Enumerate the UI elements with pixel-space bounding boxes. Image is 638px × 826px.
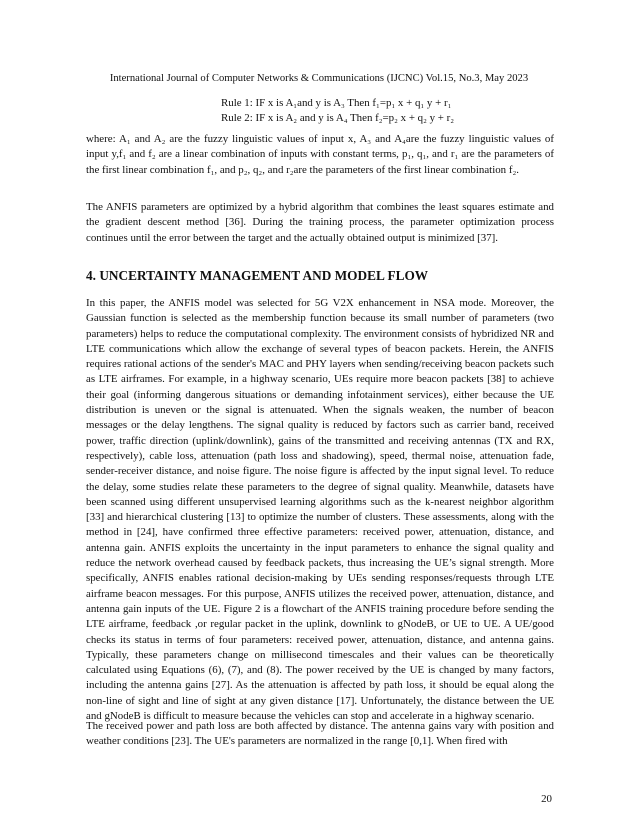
paragraph-main [86, 296, 554, 724]
paragraph-anfis-text: The ANFIS parameters are optimized by a hybrid algorithm that combines the least squares estimate and the gradient descent method [36]. During the training process, the parameter optimization process continues until the error between the target and the actually obtained output is minimized [37]. [86, 201, 554, 244]
section-number: 4. [86, 268, 96, 283]
fuzzy-rules [221, 96, 454, 126]
paragraph-where [86, 132, 554, 178]
rule-2: Rule 2: IF x is A₂ and y is A₄ Then f₂=p₂ x + q₂ y + r₂ [221, 112, 455, 124]
paragraph-anfis-optimization [86, 200, 554, 246]
section-title: UNCERTAINTY MANAGEMENT AND MODEL FLOW [99, 268, 429, 283]
paragraph-last [86, 719, 554, 750]
rule-1: Rule 1: IF x is A₁and y is A₃ Then f₁=p₁ x + q₁ y + r₁ [221, 97, 452, 109]
paragraph-main-text: In this paper, the ANFIS model was selected for 5G V2X enhancement in NSA mode. Moreover, the Gaussian function is selected as the membership function because its small number of parameters (two parameters) helps to reduce the computational complexity. The environment consists of hybridized NR and LTE communications which allow the exchange of several types of beacon packets. Herein, the ANFIS requires rational actions of the sender's MAC and PHY layers when sending/receiving beacon packets such as LTE airframes. For example, in a highway scenario, UEs require more beacon packets [38] to achieve their goal (informing dangerous situations or demanding infotainment services), either because the UE distribution is uneven or the signal is attenuated. When the signals weaken, the number of beacon messages or the delay lengthens. The signal quality is reduced by factors such as carrier band, received power, traffic direction (uplink/downlink), gains of the transmitted and receiving antennas (TX and RX, respectively), cable loss, attenuation (path loss and shadowing), speed, thermal noise, attenuation fade, sender-receiver distance, and noise figure. The noise figure is affected by the input signal level. To reduce the delay, some studies relate these parameters to the degree of signal quality. Meanwhile, datasets have been scanned using different unsupervised learning algorithms such as the k-nearest neighbor algorithm [33] and hierarchical clustering [13] to optimize the number of clusters. These assessments, along with the method in [24], have confirmed three effective parameters: received power, attenuation, distance, and antenna gain. ANFIS exploits the uncertainty in the input parameters to enhance the signal quality and reduce the network overhead caused by feedback packets, thus increasing the UE’s signal strength. More specifically, ANFIS enables rational decision-making by UEs sending responses/requests through LTE airframe beacon messages. For this purpose, ANFIS utilizes the received power, attenuation, distance, and antenna gain inputs of the UE. Figure 2 is a flowchart of the ANFIS training procedure before sending the LTE airframe, feedback ,or regular packet in the uplink, downlink to gNodeB, or UE to UE. A UE/good checks its status in terms of four parameters: received power, attenuation, distance, and antenna gains. Typically, these parameters change on millisecond timescales and their values can be theoretically calculated using Equations (6), (7), and (8). The power received by the UE is changed by many factors, including the antenna gains [27]. As the attenuation is affected by path loss, it should be equal along the non-line of sight and line of sight at any given distance [17]. Unfortunately, the distance between the UE and gNodeB is difficult to measure because the vehicles can stop and accelerate in a highway scenario. [86, 297, 554, 723]
journal-header: International Journal of Computer Networks & Communications (IJCNC) Vol.15, No.3, May 2023 [109, 73, 529, 84]
paragraph-last-text: The received power and path loss are both affected by distance. The antenna gains vary with position and weather conditions [23]. The UE's parameters are normalized in the range [0,1]. When fired with [86, 720, 554, 748]
paragraph-where-text: where: A₁ and A₂ are the fuzzy linguistic values of input x, A₃ and A₄are the fuzzy linguistic values of input y,f₁ and f₂ are a linear combination of inputs with constant terms, p₁, q₁, and r₁ are the parameters of the first linear combination f₁, and p₂, q₂, and r₂are the parameters of the first linear combination f₂. [86, 133, 554, 176]
page-number: 20 [541, 793, 552, 805]
section-heading [86, 268, 554, 283]
